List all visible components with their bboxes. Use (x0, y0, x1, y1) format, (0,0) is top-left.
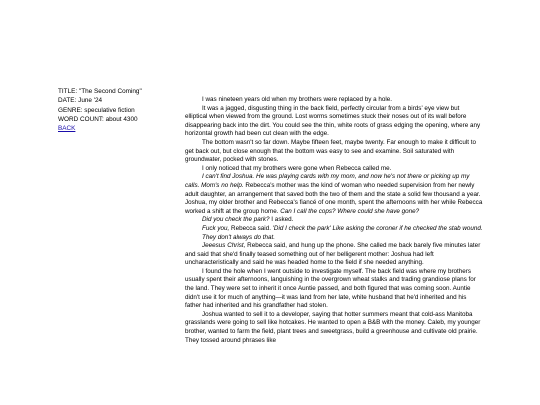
italic-text: Fuck you, (202, 224, 230, 232)
italic-text: They don't always do that. (202, 233, 275, 241)
plain-text: Rebecca said. (229, 224, 273, 232)
genre-line: GENRE: speculative fiction (58, 106, 135, 114)
date-line: DATE: June '24 (58, 97, 103, 105)
story-paragraph (185, 216, 483, 225)
story-paragraph: I was nineteen years old when my brothers were replaced by a hole. (202, 96, 393, 103)
title-line: TITLE: "The Second Coming" (58, 88, 142, 95)
plain-text: I asked. (269, 216, 294, 224)
story-paragraph (185, 234, 483, 243)
story-paragraph: I found the hole when I went outside to investigate myself. The back field was where my brothers usually spent their afternoons, languishing in the overgrown wheat stalks and trading grandiose plans for the land. They were set to inherit it once Auntie passed, and both figured that was coming soon. Auntie didn't use it for much of anything—it was land from her late, white husband that he'd inherited and his father had inherited and his grandfather had stolen. (185, 267, 476, 310)
italic-text: Can I call the cops? Where could she have gone? (280, 207, 420, 215)
story-body (185, 96, 483, 345)
story-paragraph (185, 225, 483, 234)
story-paragraph: The bottom wasn't so far down. Maybe fifteen feet, maybe twenty. Far enough to make it difficult to get back out, but close enough that the bottom was easy to see and examine. Soil saturated with groundwater, pocked with stones. (185, 138, 476, 164)
plain-text: Rebecca's mother was the kind of woman who needed supervision from her newly adult daughter, an arrangement that saved both the two of them and the state a solid few thousand a year. Joshua, my older brother and Rebecca's fiancé of one month, spent the afternoons with her while Rebecca worked a shift at the group home. (185, 181, 483, 215)
italic-text: Jeeesus Christ, (202, 242, 246, 250)
story-paragraph: I only noticed that my brothers were gone when Rebecca called me. (202, 164, 392, 172)
story-paragraph (185, 242, 483, 268)
story-paragraph (185, 173, 483, 216)
italic-text: Did you check the park? (202, 216, 270, 224)
story-paragraph: Joshua wanted to sell it to a developer, saying that hotter summers meant that cold-ass Manitoba grasslands were going to sell like hotcakes. He wanted to open a B&B with the money. Caleb, my younger brother, wanted to farm the field, plant trees and sweetgrass, build a greenhouse and cultivate old prairie. They tossed around phrases like (185, 310, 481, 344)
word-count-line: WORD COUNT: about 4300 (58, 115, 138, 123)
story-metadata (58, 87, 188, 133)
back-link[interactable]: BACK (58, 125, 76, 133)
plain-text: Rebecca said, and hung up the phone. She called me back barely five minutes later and said that she'd finally teased something out of her belligerent mother: Joshua had left uncharacteristically and said he was headed home to the field if she needed anything. (185, 242, 481, 267)
italic-text: I can't find Joshua. He was playing cards with my mom, and now he's not there or picking up my calls. Mom's no help. (185, 173, 470, 189)
italic-text: 'Did I check the park' Like asking the coroner if he checked the stab wound. (272, 224, 483, 232)
story-paragraph: It was a jagged, disgusting thing in the back field, perfectly circular from a birds' eye view but elliptical when viewed from the ground. Lost worms sometimes stuck their noses out of its wall before disappearing back into the dirt. You could see the thin, white roots of grass edging the opening, where any horizontal growth had been cut clean with the edge. (185, 104, 481, 138)
